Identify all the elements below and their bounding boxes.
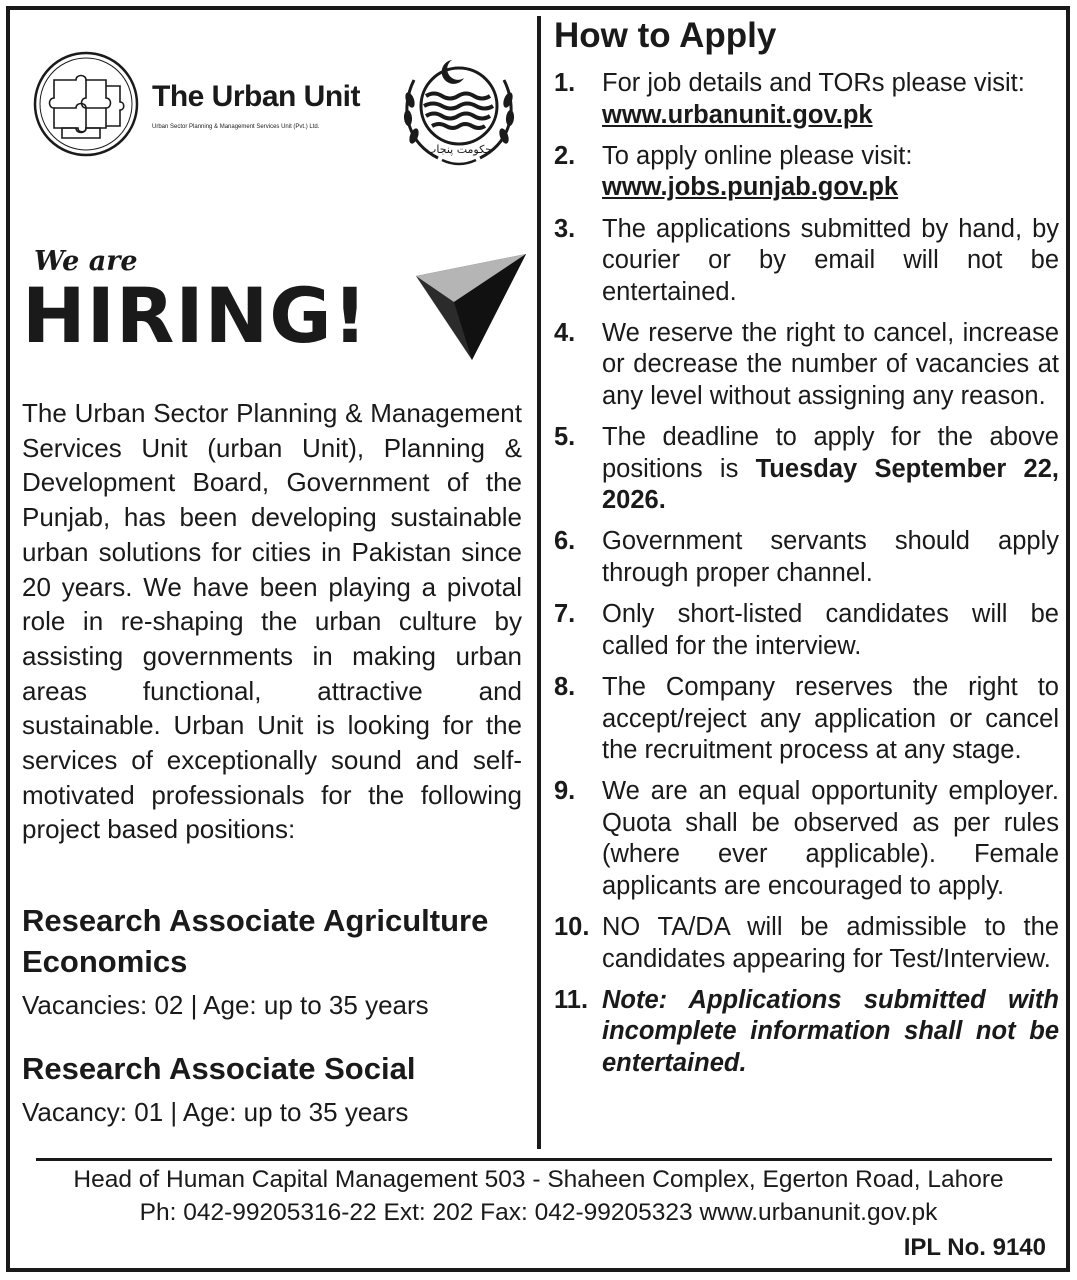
list-item (554, 318, 1059, 413)
hiring-headline: HIRING! (22, 271, 369, 360)
puzzle-logo-icon (32, 50, 140, 158)
list-item (554, 599, 1059, 662)
deadline-date: Tuesday September 22, 2026. (602, 454, 1059, 515)
apply-steps-list (554, 68, 1059, 1089)
step-body: The deadline to apply for the above positions is (602, 423, 1059, 483)
step-body: To apply online please visit: (602, 141, 913, 170)
position-title: Research Associate Agriculture Economics (22, 903, 489, 979)
intro-paragraph: The Urban Sector Planning & Management Services Unit (urban Unit), Planning & Development Board, Government of the Punjab, has been developing sustainable urban solutions for cities in Pakistan since 20 years. We have been playing a pivotal role in re-shaping the urban culture by assisting governments in making urban areas functional, attractive and sustainable. Urban Unit is looking for the services of exceptionally sound and self-motivated professionals for the following project based positions: (22, 398, 522, 845)
list-item (554, 912, 1059, 975)
step-text (602, 68, 1059, 131)
step-text: Government servants should apply through proper channel. (602, 527, 1059, 587)
position-meta: Vacancy: 01 | Age: up to 35 years (22, 1097, 409, 1127)
step-number: 8. (554, 673, 576, 702)
list-item (554, 526, 1059, 589)
position-block (22, 900, 532, 1021)
step-text (602, 422, 1059, 517)
step-text: The Company reserves the right to accept/reject any application or cancel the recruitment process at any stage. (602, 673, 1059, 765)
how-to-apply-heading: How to Apply (554, 16, 777, 55)
list-item (554, 776, 1059, 902)
column-divider (537, 16, 541, 1149)
footer-divider (36, 1158, 1052, 1161)
step-body: For job details and TORs please visit: (602, 69, 1025, 97)
step-text: NO TA/DA will be admissible to the candidates appearing for Test/Interview. (602, 913, 1059, 973)
list-item (554, 141, 1059, 204)
footer-address: Head of Human Capital Management 503 - Shaheen Complex, Egerton Road, Lahore (73, 1166, 1004, 1193)
jobs-punjab-link[interactable]: www.jobs.punjab.gov.pk (602, 173, 899, 202)
step-number: 7. (554, 600, 576, 629)
list-item (554, 422, 1059, 517)
ipl-number: IPL No. 9140 (903, 1234, 1046, 1261)
step-number: 1. (554, 69, 576, 97)
position-title: Research Associate Social (22, 1051, 416, 1086)
step-text: We reserve the right to cancel, increase or decrease the number of vacancies at any level without assigning any reason. (602, 318, 1059, 410)
position-meta: Vacancies: 02 | Age: up to 35 years (22, 990, 429, 1020)
step-number: 2. (554, 141, 576, 170)
step-number: 4. (554, 318, 576, 347)
we-are-text: We are (34, 246, 138, 277)
step-number: 11. (554, 985, 589, 1014)
list-item (554, 985, 1059, 1080)
note-text: Note: Applications submitted with incomplete information shall not be entertained. (602, 985, 1059, 1077)
emblem-text: حکومت پنجاب (426, 143, 492, 156)
government-of-punjab-emblem-icon (396, 50, 522, 170)
step-text: The applications submitted by hand, by courier or by email will not be entertained. (602, 214, 1059, 306)
urbanunit-link[interactable]: www.urbanunit.gov.pk (602, 100, 873, 129)
step-text: Only short-listed candidates will be called for the interview. (602, 600, 1059, 660)
step-number: 6. (554, 527, 576, 556)
list-item (554, 68, 1059, 131)
step-number: 10. (554, 913, 590, 942)
position-block (22, 1048, 532, 1128)
logo-header (28, 44, 528, 174)
footer-contact: Ph: 042-99205316-22 Ext: 202 Fax: 042-99205323 www.urbanunit.gov.pk (139, 1199, 938, 1226)
step-number: 9. (554, 777, 576, 806)
step-number: 3. (554, 214, 576, 243)
step-text: We are an equal opportunity employer. Quota shall be observed as per rules (where ever applicable). Female applicants are encouraged to apply. (602, 777, 1059, 900)
org-subtitle: Urban Sector Planning & Management Services Unit (Pvt.) Ltd. (152, 124, 320, 130)
step-number: 5. (554, 423, 576, 452)
step-text (602, 141, 1059, 204)
list-item (554, 672, 1059, 767)
paper-plane-arrow-icon (414, 254, 528, 364)
org-name: The Urban Unit (152, 80, 360, 113)
list-item (554, 214, 1059, 309)
